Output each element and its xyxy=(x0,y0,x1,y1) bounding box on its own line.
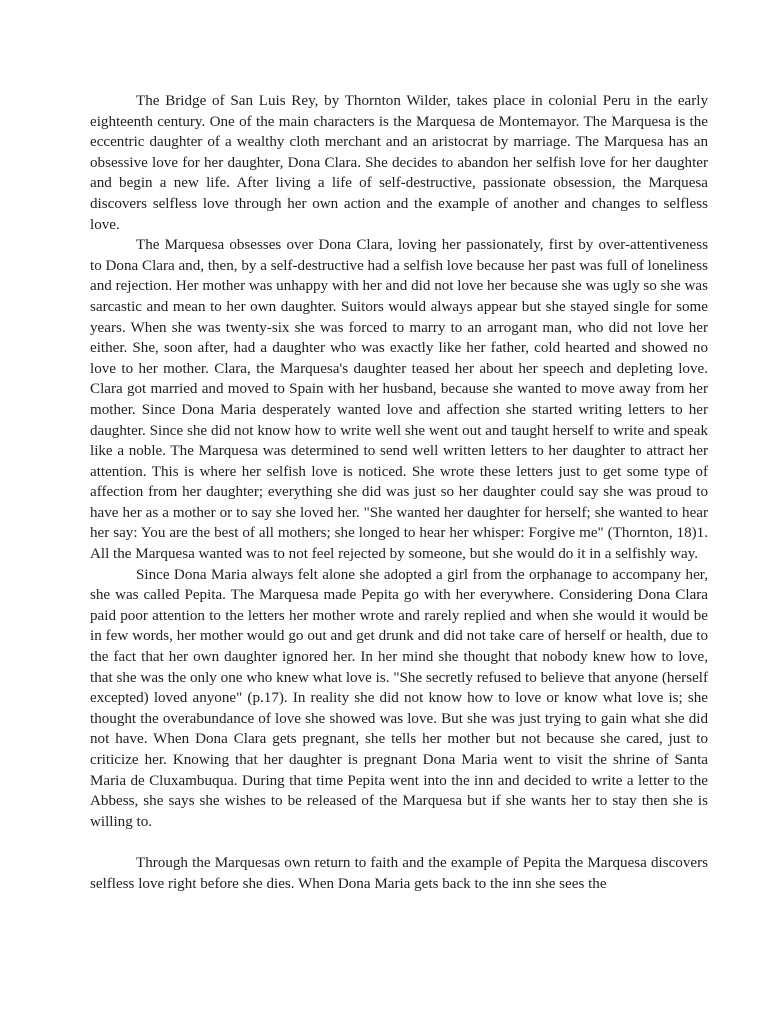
paragraph-pepita: Since Dona Maria always felt alone she adopted a girl from the orphanage to accompany her, she was called Pepita. The Marquesa made Pepita go with her everywhere. Considering Dona Clara paid poor attention to the letters her mother wrote and rarely replied and when she would it would be in few words, her mother would go out and get drunk and did not take care of herself or health, due to the fact that her own daughter ignored her. In her mind she thought that nobody knew how to love, that she was the only one who knew what love is. "She secretly refused to believe that anyone (herself excepted) loved anyone" (p.17). In reality she did not know how to love or know what love is; she thought the overabundance of love she showed was love. But she was just trying to gain what she did not have. When Dona Clara gets pregnant, she tells her mother but not because she cared, just to criticize her. Knowing that her daughter is pregnant Dona Maria went to visit the shrine of Santa Maria de Cluxambuqua. During that time Pepita went into the inn and decided to write a letter to the Abbess, she says she wishes to be released of the Marquesa but if she wants her to stay then she is willing to. xyxy=(90,566,708,830)
paragraph-intro: The Bridge of San Luis Rey, by Thornton Wilder, takes place in colonial Peru in the early eighteenth century. One of the main characters is the Marquesa de Montemayor. The Marquesa is the eccentric daughter of a wealthy cloth merchant and an aristocrat by marriage. The Marquesa has an obsessive love for her daughter, Dona Clara. She decides to abandon her selfish love for her daughter and begin a new life. After living a life of self-destructive, passionate obsession, the Marquesa discovers selfless love through her own action and the example of another and changes to selfless love. xyxy=(90,93,708,233)
paragraph-obsession: The Marquesa obsesses over Dona Clara, loving her passionately, first by over-attentiveness to Dona Clara and, then, by a self-destructive had a selfish love because her past was full of loneliness and rejection. Her mother was unhappy with her and did not love her because she was ugly so she was sarcastic and mean to her own daughter. Suitors would always appear but she stayed single for some years. When she was twenty-six she was forced to marry to an arrogant man, who did not love her either. She, soon after, had a daughter who was exactly like her father, cold hearted and showed no love to her mother. Clara, the Marquesa's daughter teased her about her speech and depleting love. Clara got married and moved to Spain with her husband, because she wanted to move away from her mother. Since Dona Maria desperately wanted love and affection she started writing letters to her daughter. Since she did not know how to write well she went out and taught herself to write and speak like a noble. The Marquesa was determined to send well written letters to her daughter to attract her attention. This is where her selfish love is noticed. She wrote these letters just to get some type of affection from her daughter; everything she did was just so her daughter could say she was proud to have her as a mother or to say she loved her. "She wanted her daughter for herself; she wanted to hear her say: You are the best of all mothers; she longed to hear her whisper: Forgive me" (Thornton, 18)1. All the Marquesa wanted was to not feel rejected by someone, but she would do it in a selfishly way. xyxy=(90,237,708,563)
paragraph-selfless-love: Through the Marquesas own return to faith and the example of Pepita the Marquesa discovers selfless love right before she dies. When Dona Maria gets back to the inn she sees the xyxy=(90,854,708,892)
document-body xyxy=(90,91,708,894)
